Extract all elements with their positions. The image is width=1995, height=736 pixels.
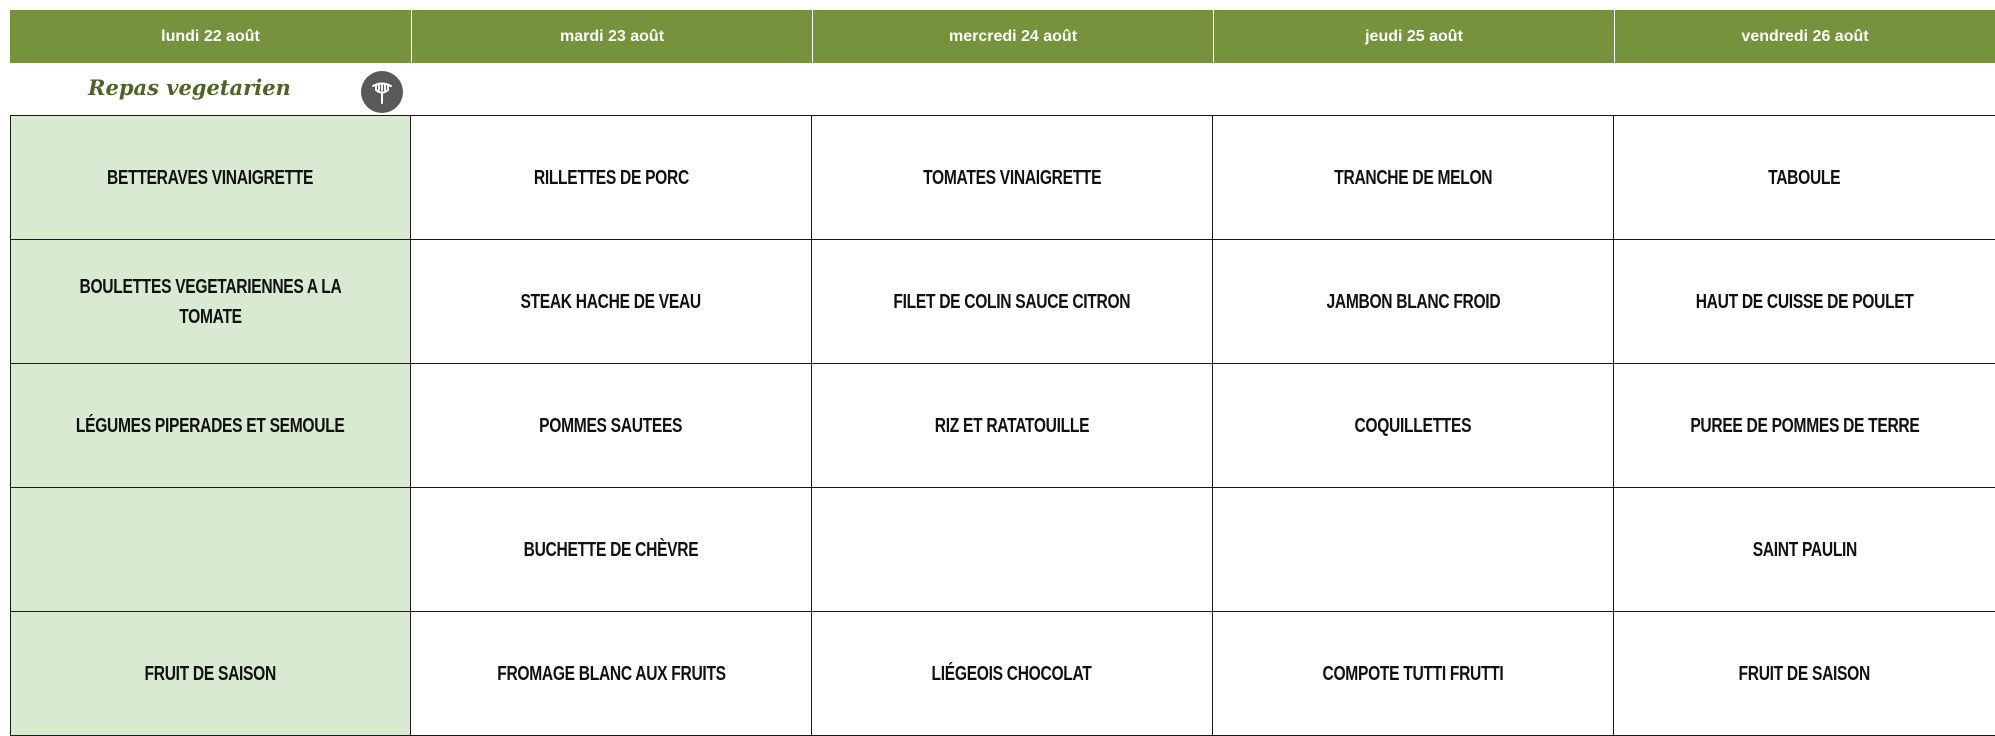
menu-cell-tuesday-starter: RILLETTES DE PORC [411, 116, 812, 240]
day-header-monday: lundi 22 août [161, 27, 260, 45]
menu-cell-friday-main: HAUT DE CUISSE DE POULET [1614, 240, 1995, 364]
menu-cell-monday-main: BOULETTES VEGETARIENNES A LA TOMATE [10, 240, 411, 364]
menu-cell-wednesday-dessert: LIÉGEOIS CHOCOLAT [812, 612, 1213, 736]
menu-cell-tuesday-main: STEAK HACHE DE VEAU [411, 240, 812, 364]
menu-cell-friday-dessert: FRUIT DE SAISON [1614, 612, 1995, 736]
menu-cell-monday-cheese [10, 488, 411, 612]
menu-cell-thursday-dessert: COMPOTE TUTTI FRUTTI [1213, 612, 1614, 736]
day-header-wednesday: mercredi 24 août [812, 10, 1213, 63]
menu-cell-thursday-starter: TRANCHE DE MELON [1213, 116, 1614, 240]
menu-cell-wednesday-cheese [812, 488, 1213, 612]
vegetarian-row [10, 63, 1995, 115]
weekly-menu [10, 10, 1995, 736]
menu-cell-wednesday-side: RIZ ET RATATOUILLE [812, 364, 1213, 488]
menu-cell-wednesday-main: FILET DE COLIN SAUCE CITRON [812, 240, 1213, 364]
menu-cell-tuesday-cheese: BUCHETTE DE CHÈVRE [411, 488, 812, 612]
menu-cell-monday-side: LÉGUMES PIPERADES ET SEMOULE [10, 364, 411, 488]
menu-cell-tuesday-side: POMMES SAUTEES [411, 364, 812, 488]
day-header-row [10, 10, 1995, 63]
menu-cell-friday-side: PUREE DE POMMES DE TERRE [1614, 364, 1995, 488]
menu-cell-friday-cheese: SAINT PAULIN [1614, 488, 1995, 612]
menu-cell-monday-dessert: FRUIT DE SAISON [10, 612, 411, 736]
vegetarian-meal-label: Repas vegetarien [88, 75, 291, 100]
menu-cell-thursday-cheese [1213, 488, 1614, 612]
menu-cell-thursday-side: COQUILLETTES [1213, 364, 1614, 488]
menu-cell-monday-starter: BETTERAVES VINAIGRETTE [10, 116, 411, 240]
menu-cell-thursday-main: JAMBON BLANC FROID [1213, 240, 1614, 364]
day-header-friday: vendredi 26 août [1614, 10, 1995, 63]
day-header-thursday: jeudi 25 août [1213, 10, 1614, 63]
day-header-tuesday: mardi 23 août [411, 10, 812, 63]
menu-grid [10, 115, 1995, 736]
menu-cell-wednesday-starter: TOMATES VINAIGRETTE [812, 116, 1213, 240]
menu-cell-friday-starter: TABOULE [1614, 116, 1995, 240]
menu-cell-tuesday-dessert: FROMAGE BLANC AUX FRUITS [411, 612, 812, 736]
fork-vegetable-icon [361, 71, 403, 113]
